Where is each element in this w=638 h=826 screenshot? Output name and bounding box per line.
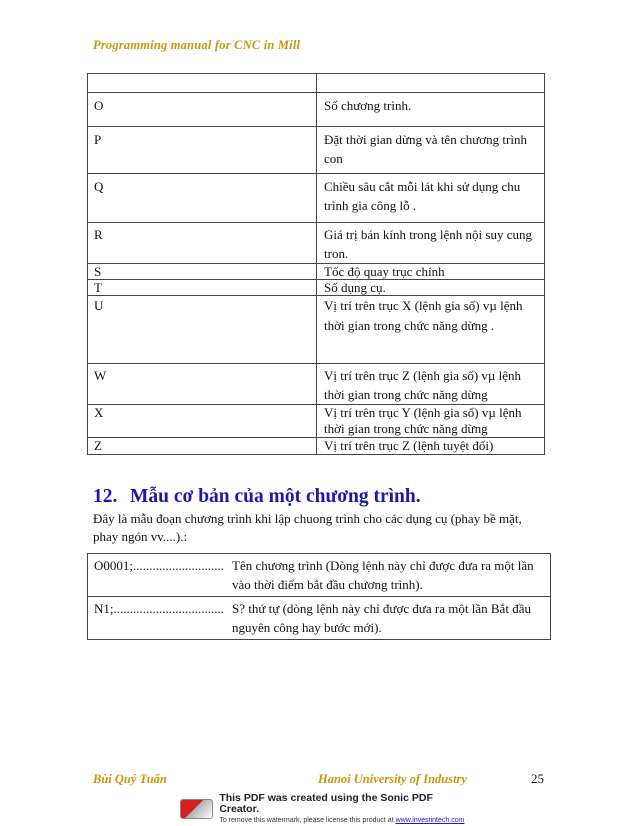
description-cell: Vị trí trên trục X (lệnh gia số) vµ lệnh thời gian trong chức năng dừng . <box>317 296 545 364</box>
code-cell <box>88 74 317 93</box>
table-row <box>88 280 545 296</box>
watermark-line2-text: To remove this watermark, please license this product at <box>219 816 394 824</box>
section-number: 12. <box>93 486 118 507</box>
description-cell: Vị trí trên trục Z (lệnh gia số) vµ lệnh thời gian trong chức năng dừng <box>317 364 545 405</box>
sample-text: Tên chương trình (Dòng lệnh này chỉ được đưa ra một lần vào thời điểm bắt đầu chương trình). <box>232 558 534 592</box>
description-cell: Số dụng cụ. <box>317 280 545 296</box>
table-row <box>88 597 551 640</box>
code-cell: R <box>88 223 317 264</box>
section-title: Mẫu cơ bản của một chương trình. <box>130 486 421 507</box>
code-cell: P <box>88 127 317 174</box>
description-cell: Giá trị bán kính trong lệnh nội suy cung tron. <box>317 223 545 264</box>
sample-program-table <box>87 553 551 640</box>
sample-text: S? thứ tự (dòng lệnh này chỉ được đưa ra một lần Bắt đầu nguyên công hay bước mới). <box>232 601 531 635</box>
table-row <box>88 223 545 264</box>
description-cell: Chiều sâu cắt mỗi lát khi sử dụng chu trình gia công lỗ . <box>317 174 545 223</box>
footer-author: Bùi Quý Tuấn <box>93 772 167 786</box>
description-cell: Vị trí trên trục Z (lệnh tuyệt đối) <box>317 438 545 455</box>
code-cell: Z <box>88 438 317 455</box>
section-heading <box>93 486 421 508</box>
table-row <box>88 296 545 364</box>
sample-code: N1;.................................. <box>94 601 224 616</box>
sample-cell <box>88 554 551 597</box>
table-row <box>88 438 545 455</box>
description-cell <box>317 74 545 93</box>
code-cell: O <box>88 93 317 127</box>
table-row <box>88 405 545 438</box>
description-cell: Vị trí trên trục Y (lệnh gia số) vµ lệnh thời gian trong chức năng dừng <box>317 405 545 438</box>
watermark-line1: This PDF was created using the Sonic PDF Creator. <box>219 791 433 815</box>
table-row <box>88 174 545 223</box>
intro-paragraph: Đây là mẫu đoạn chương trình khi lập chuong trình cho các dụng cụ (phay bề mặt, phay ngón vv....).: <box>93 511 522 544</box>
description-cell: Số chương trình. <box>317 93 545 127</box>
page-number: 25 <box>531 771 544 786</box>
description-cell: Tốc độ quay trục chính <box>317 264 545 280</box>
watermark-text <box>219 793 470 826</box>
table-row <box>88 127 545 174</box>
table-row <box>88 93 545 127</box>
sample-cell <box>88 597 551 640</box>
sample-code: O0001;............................ <box>94 558 224 573</box>
code-cell: W <box>88 364 317 405</box>
watermark-banner <box>180 791 470 824</box>
footer-university: Hanoi University of Industry <box>318 772 467 786</box>
address-code-table <box>87 73 545 455</box>
table-row <box>88 554 551 597</box>
table-row <box>88 74 545 93</box>
watermark-line2 <box>219 815 470 826</box>
table-row <box>88 264 545 280</box>
code-cell: Q <box>88 174 317 223</box>
code-cell: X <box>88 405 317 438</box>
sonic-pdf-logo-icon <box>180 799 213 819</box>
table-row <box>88 364 545 405</box>
description-cell: Đặt thời gian dừng và tên chương trình con <box>317 127 545 174</box>
code-cell: U <box>88 296 317 364</box>
watermark-link[interactable]: www.investintech.com <box>395 816 465 824</box>
running-header: Programming manual for CNC in Mill <box>93 38 301 52</box>
code-cell: S <box>88 264 317 280</box>
code-cell: T <box>88 280 317 296</box>
